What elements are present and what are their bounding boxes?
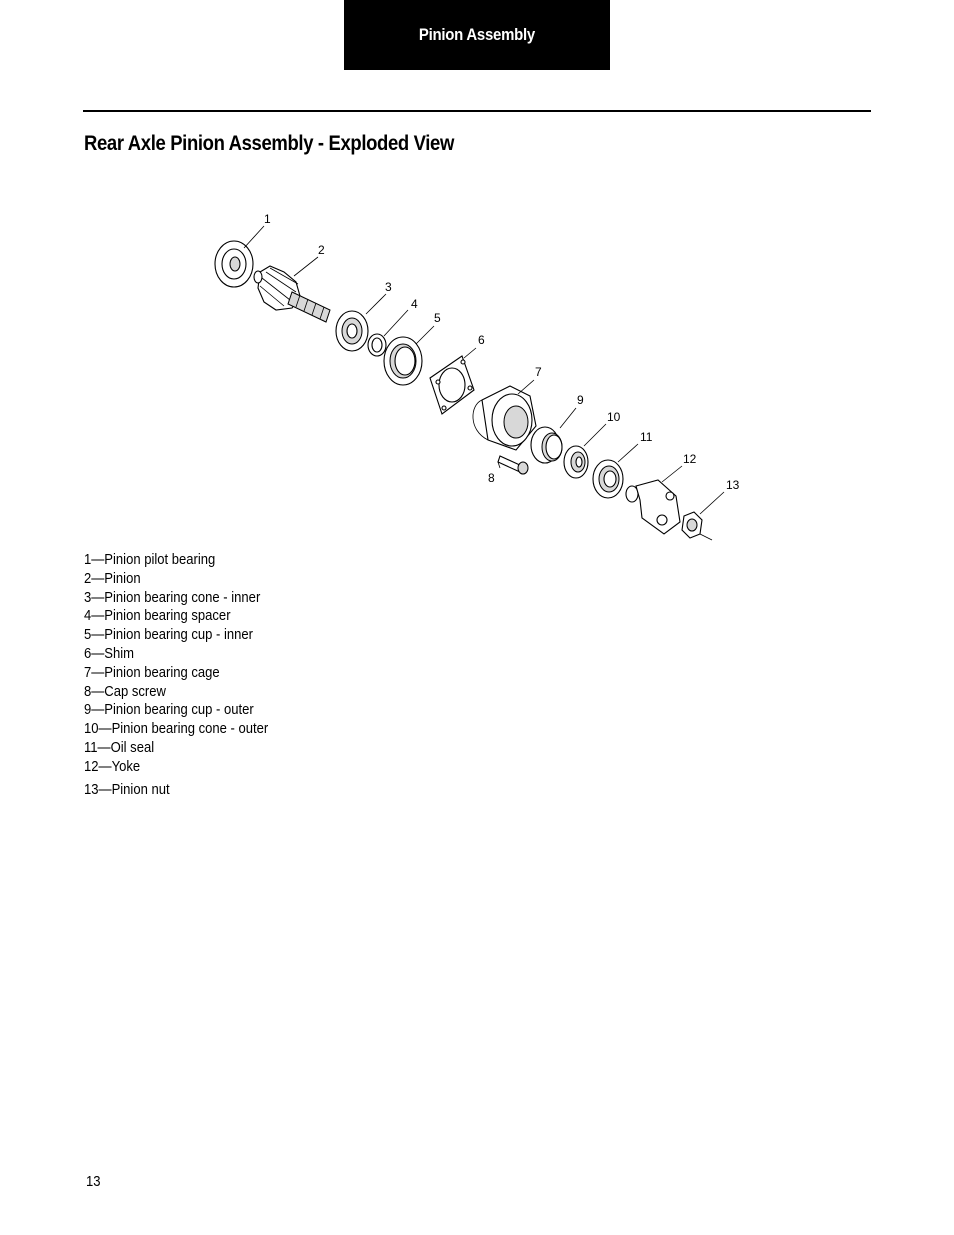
part-yoke bbox=[626, 480, 680, 534]
part-cap-screw bbox=[498, 456, 528, 474]
part-oil-seal bbox=[593, 460, 623, 498]
callout-9: 9 bbox=[577, 393, 584, 407]
legend-item: 8—Cap screw bbox=[84, 683, 166, 700]
callout-8: 8 bbox=[488, 471, 495, 485]
part-shim bbox=[430, 356, 474, 414]
part-pinion-nut bbox=[682, 512, 712, 540]
callout-5: 5 bbox=[434, 311, 441, 325]
legend-item: 2—Pinion bbox=[84, 570, 141, 587]
part-outer-bearing-cone bbox=[564, 446, 588, 478]
part-inner-bearing-cone bbox=[336, 311, 368, 351]
callout-13: 13 bbox=[726, 478, 740, 492]
callout-leaders bbox=[244, 226, 724, 514]
callout-4: 4 bbox=[411, 297, 418, 311]
callout-10: 10 bbox=[607, 410, 621, 424]
part-pilot-bearing bbox=[215, 241, 253, 287]
legend-item: 5—Pinion bearing cup - inner bbox=[84, 627, 254, 644]
part-bearing-spacer bbox=[368, 334, 386, 356]
legend-item: 1—Pinion pilot bearing bbox=[84, 552, 216, 568]
callout-11: 11 bbox=[640, 430, 653, 444]
page-number: 13 bbox=[86, 1174, 101, 1190]
callout-3: 3 bbox=[385, 280, 392, 294]
callout-2: 2 bbox=[318, 243, 325, 257]
callout-numbers bbox=[264, 212, 740, 492]
part-pinion bbox=[254, 266, 330, 322]
legend-item: 9—Pinion bearing cup - outer bbox=[84, 702, 254, 719]
part-outer-bearing-cup bbox=[531, 427, 562, 463]
legend-item: 7—Pinion bearing cage bbox=[84, 664, 220, 681]
callout-6: 6 bbox=[478, 333, 485, 347]
page-title: Rear Axle Pinion Assembly - Exploded View bbox=[84, 132, 455, 155]
section-tab bbox=[344, 0, 610, 70]
exploded-view-diagram bbox=[200, 200, 760, 550]
callout-7: 7 bbox=[535, 365, 542, 379]
legend-item: 3—Pinion bearing cone - inner bbox=[84, 589, 261, 606]
callout-1: 1 bbox=[264, 212, 271, 226]
legend-item: 6—Shim bbox=[84, 645, 135, 662]
legend-item: 4—Pinion bearing spacer bbox=[84, 608, 231, 625]
section-tab-label: Pinion Assembly bbox=[418, 25, 536, 44]
parts-legend bbox=[84, 551, 289, 799]
legend-item: 11—Oil seal bbox=[84, 739, 155, 756]
header-rule bbox=[83, 110, 871, 112]
legend-item: 10—Pinion bearing cone - outer bbox=[84, 721, 269, 738]
legend-item: 12—Yoke bbox=[84, 758, 141, 775]
callout-12: 12 bbox=[683, 452, 697, 466]
legend-item: 13—Pinion nut bbox=[84, 781, 170, 798]
part-bearing-cage bbox=[473, 386, 536, 450]
